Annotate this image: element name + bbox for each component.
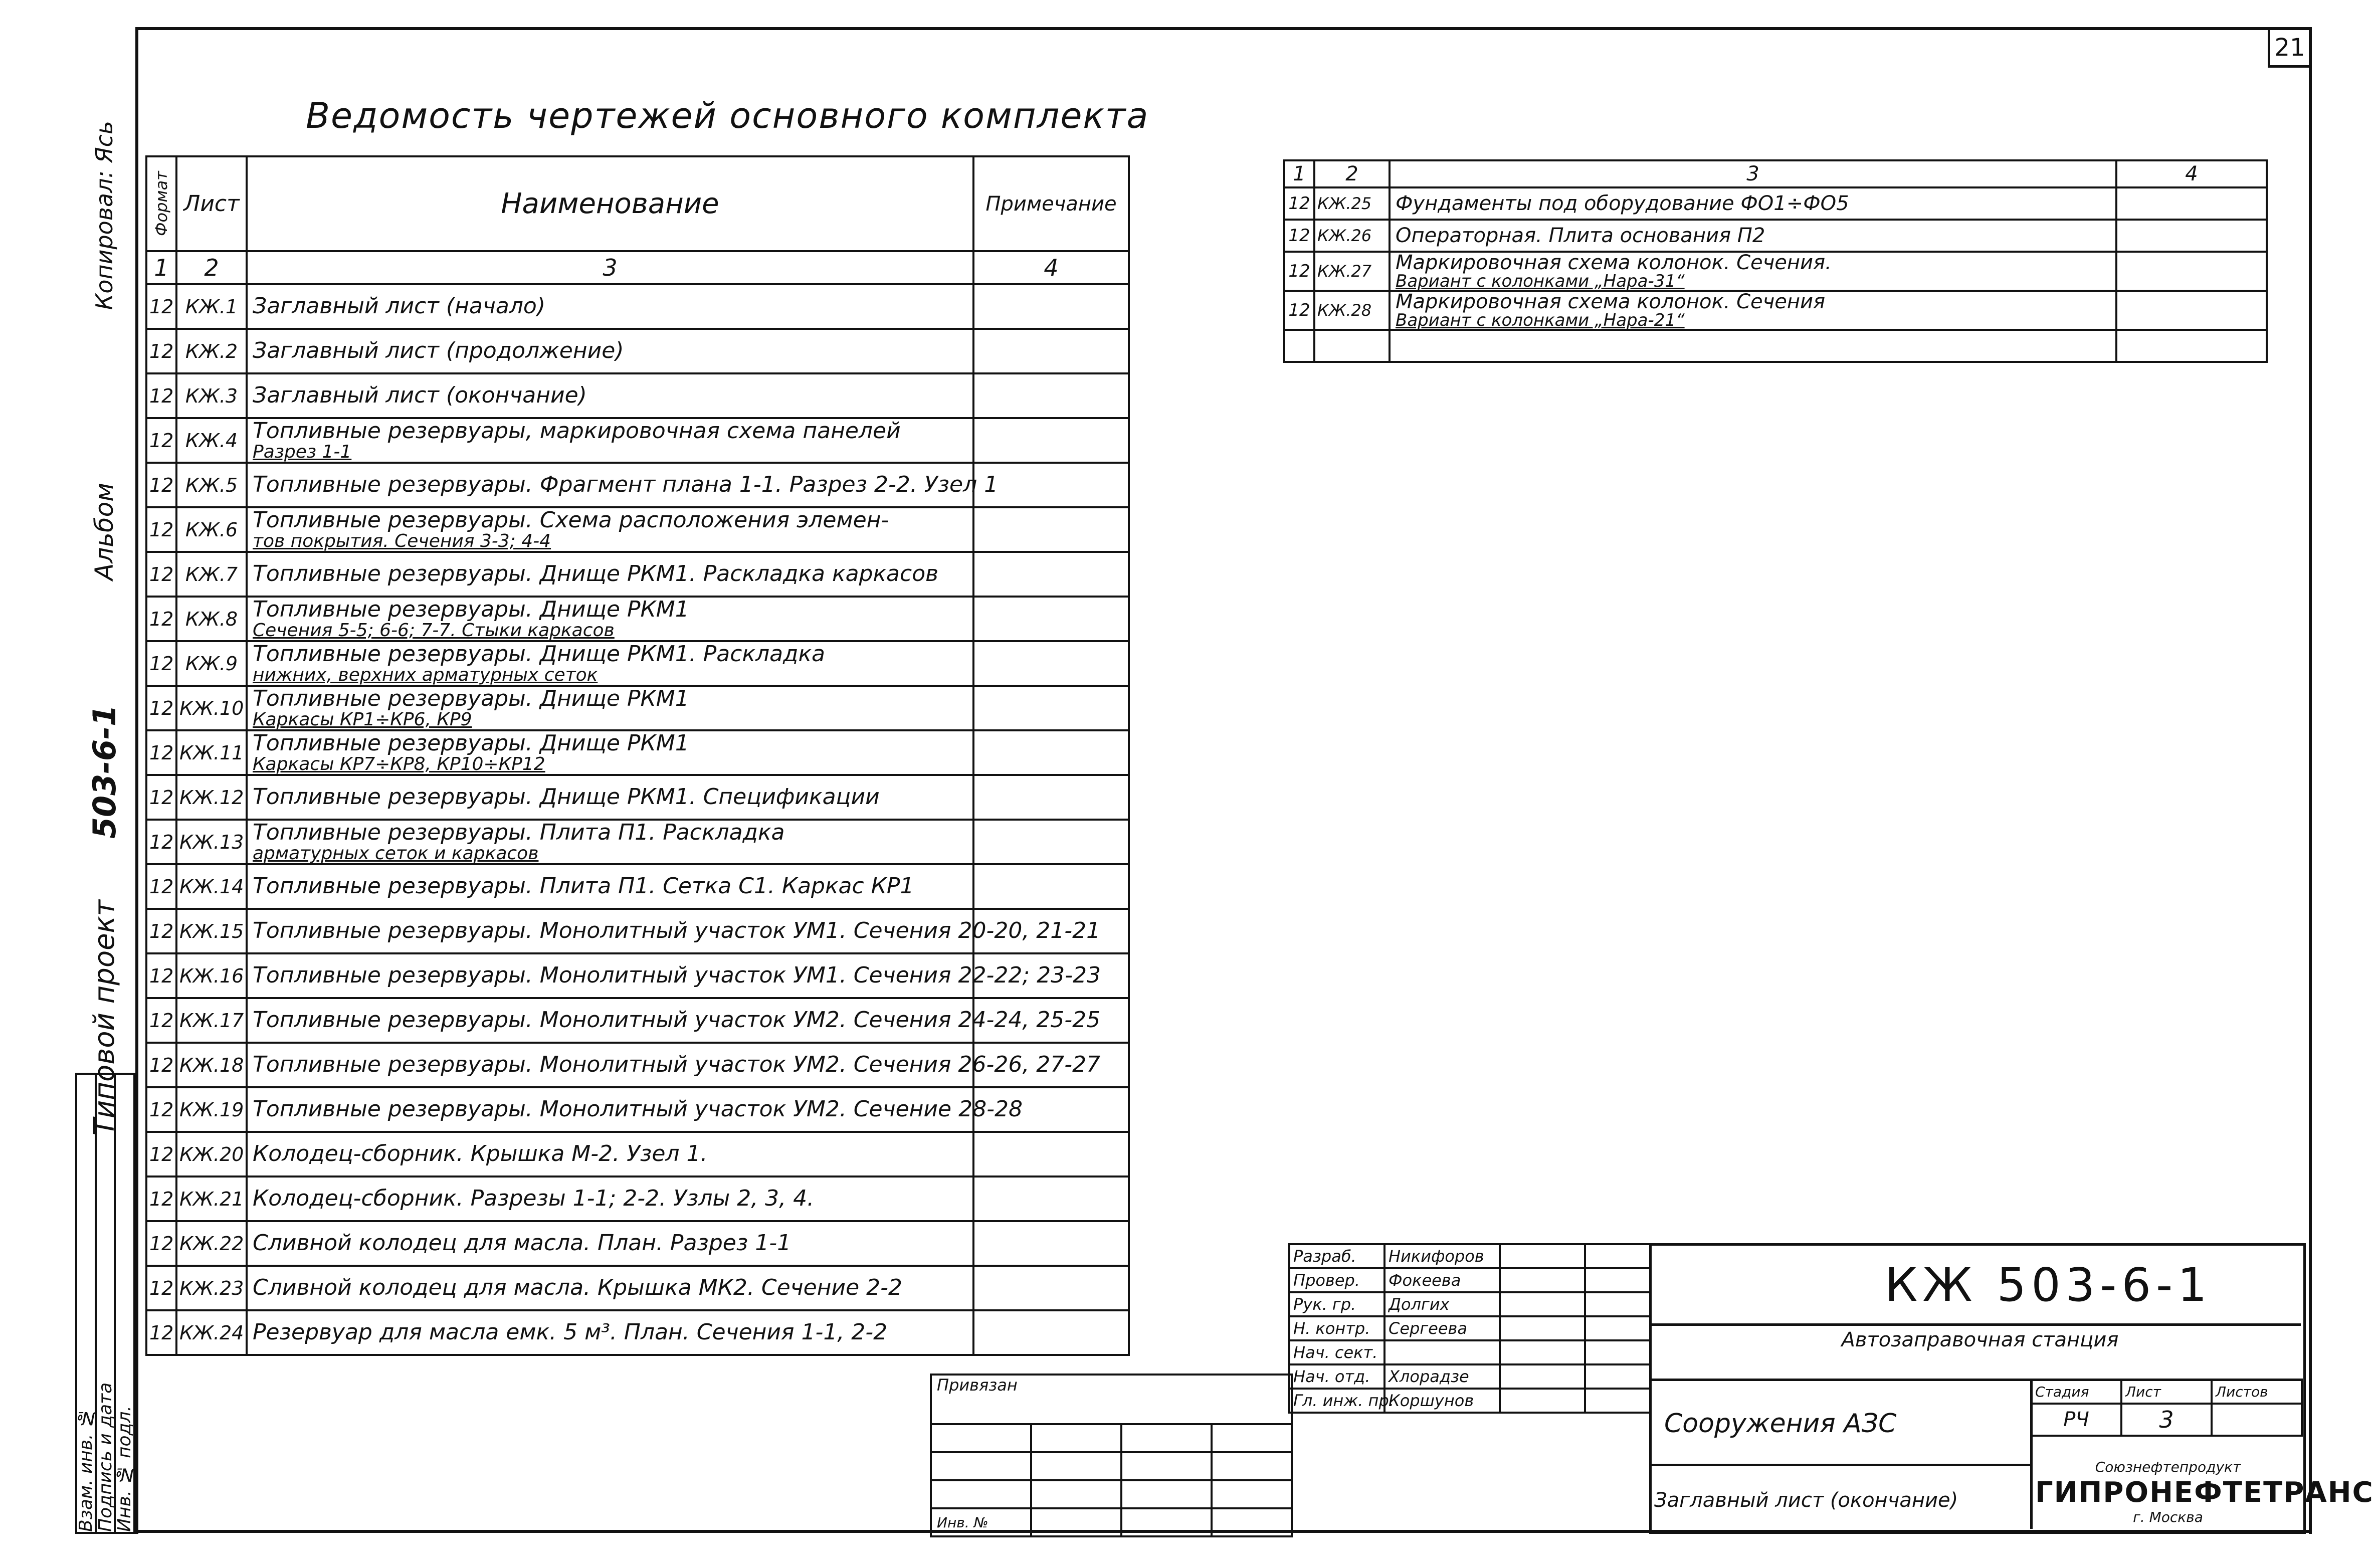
header-note: Примечание [973, 156, 1129, 251]
page-number: 21 [2268, 30, 2309, 68]
signature-role: Нач. сект. [1289, 1340, 1384, 1364]
row-note [2116, 291, 2267, 330]
signature-sign [1500, 1389, 1585, 1413]
row-format: 12 [146, 998, 176, 1043]
signature-row [1289, 1316, 1650, 1340]
table-row [146, 820, 1129, 864]
row-name-line2: Вариант с колонками „Нара-21“ [1396, 310, 1685, 330]
row-format: 12 [146, 953, 176, 998]
row-name [1390, 252, 2116, 291]
row-note [973, 820, 1129, 864]
table-row [146, 329, 1129, 373]
signature-date [1585, 1340, 1650, 1364]
signature-role: Разраб. [1289, 1244, 1384, 1268]
signature-name: Долгих [1384, 1292, 1500, 1316]
row-name [247, 1310, 973, 1355]
table-row [146, 641, 1129, 686]
row-sheet: КЖ.4 [176, 418, 247, 463]
row-name-line1: Топливные резервуары. Плита П1. Сетка С1. Каркас КР1 [253, 873, 914, 899]
table-row [146, 998, 1129, 1043]
row-name-line1: Маркировочная схема колонок. Сечения [1396, 290, 1826, 313]
row-name [247, 597, 973, 641]
signature-role: Н. контр. [1289, 1316, 1384, 1340]
row-format: 12 [146, 909, 176, 953]
row-name [247, 1221, 973, 1266]
row-name-line1: Топливные резервуары. Монолитный участок УМ2. Сечения 26-26, 27-27 [253, 1052, 1101, 1078]
row-format: 12 [146, 730, 176, 775]
table-row [146, 552, 1129, 597]
row-name-line2: Каркасы КР7÷КР8, КР10÷КР12 [253, 753, 545, 774]
row-name-line2: Вариант с колонками „Нара-31“ [1396, 271, 1685, 291]
row-name [247, 820, 973, 864]
signature-row [1289, 1292, 1650, 1316]
sheets-header: Листов [2212, 1380, 2302, 1404]
drawings-list-table [145, 155, 1130, 1356]
table-row [146, 1310, 1129, 1355]
table-row [146, 686, 1129, 730]
row-name-line2: Разрез 1-1 [253, 441, 352, 462]
row-sheet: КЖ.28 [1314, 291, 1390, 330]
table-row [1284, 291, 2267, 330]
colnum-3: 3 [247, 251, 973, 284]
signature-role: Гл. инж. пр. [1289, 1389, 1384, 1413]
row-sheet: КЖ.23 [176, 1266, 247, 1310]
signature-name: Никифоров [1384, 1244, 1500, 1268]
row-name [247, 864, 973, 909]
row-sheet: КЖ.19 [176, 1087, 247, 1132]
row-name [247, 507, 973, 552]
row-format: 12 [146, 373, 176, 418]
row-name-line1: Топливные резервуары. Днище РКМ1. Раскладка [253, 641, 826, 667]
row-name [247, 641, 973, 686]
table-row [146, 373, 1129, 418]
sheet-value: 3 [2121, 1404, 2212, 1436]
row-name-line1: Маркировочная схема колонок. Сечения. [1396, 251, 1832, 274]
signature-date [1585, 1268, 1650, 1292]
row-format: 12 [1284, 187, 1314, 220]
row-name [247, 775, 973, 820]
row-name [247, 1087, 1023, 1132]
signature-date [1585, 1364, 1650, 1389]
row-format: 12 [146, 820, 176, 864]
row-sheet: КЖ.1 [176, 284, 247, 329]
signature-sign [1500, 1244, 1585, 1268]
side-album: Альбом [90, 482, 119, 580]
row-sheet: КЖ.14 [176, 864, 247, 909]
binding-label: Привязан [931, 1375, 1292, 1424]
organization-line: Союзнефтепродукт [2095, 1459, 2241, 1475]
row-name [247, 418, 973, 463]
row-name [1390, 220, 2116, 252]
row-name-line1: Сливной колодец для масла. Крышка МК2. Сечение 2-2 [253, 1275, 903, 1301]
table-row [146, 463, 1129, 507]
row-name-line1: Топливные резервуары. Днище РКМ1. Раскладка каркасов [253, 561, 939, 587]
row-format: 12 [146, 1043, 176, 1087]
signature-row [1289, 1268, 1650, 1292]
signature-sign [1500, 1340, 1585, 1364]
row-note [973, 373, 1129, 418]
row-sheet: КЖ.6 [176, 507, 247, 552]
side-cell-inv: Взам. инв. № [76, 1074, 96, 1533]
stage-header: Стадия [2031, 1380, 2121, 1404]
row-note [973, 1310, 1129, 1355]
row-name-line2: арматурных сеток и каркасов [253, 843, 539, 864]
row-sheet: КЖ.13 [176, 820, 247, 864]
row-note [2116, 187, 2267, 220]
signature-sign [1500, 1316, 1585, 1340]
row-name-line1: Топливные резервуары. Монолитный участок УМ1. Сечения 22-22; 23-23 [253, 962, 1101, 989]
row-name [247, 284, 973, 329]
row-sheet: КЖ.24 [176, 1310, 247, 1355]
drawings-list-table-continued [1283, 159, 2268, 363]
row-sheet: КЖ.18 [176, 1043, 247, 1087]
table-row [146, 1043, 1129, 1087]
colnum-4: 4 [2116, 160, 2267, 187]
row-note [973, 418, 1129, 463]
table-row [146, 1221, 1129, 1266]
signature-name: Коршунов [1384, 1389, 1500, 1413]
row-format: 12 [1284, 220, 1314, 252]
row-name [247, 373, 973, 418]
row-format: 12 [146, 1310, 176, 1355]
row-note [973, 864, 1129, 909]
table-row [146, 597, 1129, 641]
row-sheet: КЖ.12 [176, 775, 247, 820]
table-row [146, 418, 1129, 463]
row-note [973, 284, 1129, 329]
row-note [2116, 252, 2267, 291]
signature-date [1585, 1389, 1650, 1413]
organization-city: г. Москва [2133, 1509, 2203, 1525]
row-format: 12 [146, 641, 176, 686]
sheet-title: Заглавный лист (окончание) [1654, 1489, 1958, 1512]
side-cell-inv-orig: Инв. № подл. [115, 1074, 134, 1533]
binding-block [930, 1374, 1293, 1537]
row-note [973, 1132, 1129, 1177]
signature-row [1289, 1389, 1650, 1413]
signatures-table [1288, 1243, 1651, 1414]
row-name-line1: Топливные резервуары. Днище РКМ1 [253, 685, 689, 711]
table-row [1284, 187, 2267, 220]
table-row [146, 953, 1129, 998]
row-format: 12 [146, 1132, 176, 1177]
row-sheet: КЖ.27 [1314, 252, 1390, 291]
table-row-empty [1284, 330, 2267, 362]
row-name [247, 1177, 973, 1221]
table-row [146, 507, 1129, 552]
row-name-line1: Топливные резервуары, маркировочная схема панелей [253, 418, 901, 444]
row-format: 12 [146, 552, 176, 597]
signature-name [1384, 1340, 1500, 1364]
row-note [973, 1177, 1129, 1221]
row-sheet: КЖ.5 [176, 463, 247, 507]
row-name-line1: Заглавный лист (окончание) [253, 382, 587, 409]
page-title: Ведомость чертежей основного комплекта [306, 95, 1149, 136]
row-note [973, 1221, 1129, 1266]
row-format: 12 [146, 1087, 176, 1132]
signature-name: Фокеева [1384, 1268, 1500, 1292]
row-format: 12 [146, 507, 176, 552]
signature-role: Рук. гр. [1289, 1292, 1384, 1316]
table-row [146, 1266, 1129, 1310]
row-name-line1: Резервуар для масла емк. 5 м³. План. Сечения 1-1, 2-2 [253, 1319, 888, 1345]
row-note [973, 597, 1129, 641]
row-name-line2: Каркасы КР1÷КР6, КР9 [253, 709, 472, 730]
organization-name: ГИПРОНЕФТЕТРАНС [2035, 1476, 2374, 1509]
row-name-line2: тов покрытия. Сечения 3-3; 4-4 [253, 530, 551, 551]
signature-role: Нач. отд. [1289, 1364, 1384, 1389]
table-row [146, 775, 1129, 820]
row-name [247, 329, 973, 373]
row-name-line1: Фундаменты под оборудование ФО1÷ФО5 [1396, 192, 1849, 215]
row-name [247, 1043, 1101, 1087]
row-sheet: КЖ.7 [176, 552, 247, 597]
row-note [2116, 220, 2267, 252]
signature-date [1585, 1244, 1650, 1268]
row-name-line1: Заглавный лист (начало) [253, 293, 545, 319]
row-name-line1: Топливные резервуары. Схема расположения элемен- [253, 507, 889, 533]
row-format: 12 [146, 1221, 176, 1266]
signature-name: Хлорадзе [1384, 1364, 1500, 1389]
title-divider-1 [1649, 1323, 2301, 1326]
signature-row [1289, 1364, 1650, 1389]
row-format: 12 [1284, 291, 1314, 330]
row-format: 12 [146, 686, 176, 730]
table-row [146, 909, 1129, 953]
row-name-line1: Топливные резервуары. Монолитный участок УМ2. Сечение 28-28 [253, 1096, 1023, 1122]
row-note [973, 730, 1129, 775]
row-name [247, 552, 973, 597]
colnum-1: 1 [1284, 160, 1314, 187]
table-row [146, 730, 1129, 775]
signature-sign [1500, 1268, 1585, 1292]
row-format: 12 [146, 775, 176, 820]
sheet-header: Лист [2121, 1380, 2212, 1404]
row-note [973, 686, 1129, 730]
row-name-line1: Топливные резервуары. Плита П1. Раскладка [253, 819, 785, 845]
table-row [146, 864, 1129, 909]
row-format: 12 [146, 864, 176, 909]
row-name [1390, 291, 2116, 330]
signature-date [1585, 1316, 1650, 1340]
table-row [146, 1177, 1129, 1221]
row-sheet: КЖ.10 [176, 686, 247, 730]
row-note [973, 329, 1129, 373]
stage-table [2030, 1379, 2303, 1437]
stage-value: РЧ [2031, 1404, 2121, 1436]
table-row [146, 1087, 1129, 1132]
row-name-line1: Топливные резервуары. Монолитный участок УМ2. Сечения 24-24, 25-25 [253, 1007, 1101, 1033]
header-name: Наименование [247, 156, 973, 251]
side-stamp [75, 1073, 135, 1534]
row-name-line1: Заглавный лист (продолжение) [253, 338, 624, 364]
table-row [146, 1132, 1129, 1177]
row-name [247, 1266, 973, 1310]
row-note [973, 552, 1129, 597]
colnum-1: 1 [146, 251, 176, 284]
row-format: 12 [146, 1266, 176, 1310]
row-format: 12 [146, 329, 176, 373]
row-format: 12 [146, 463, 176, 507]
row-sheet: КЖ.8 [176, 597, 247, 641]
row-note [973, 641, 1129, 686]
colnum-4: 4 [973, 251, 1129, 284]
row-sheet: КЖ.16 [176, 953, 247, 998]
row-name-line1: Сливной колодец для масла. План. Разрез 1-1 [253, 1230, 792, 1256]
side-copied: Копировал: Ясь [91, 121, 118, 310]
colnum-2: 2 [176, 251, 247, 284]
row-note [973, 1266, 1129, 1310]
row-format: 12 [146, 284, 176, 329]
document-code: КЖ 503-6-1 [1885, 1258, 2212, 1312]
row-name-line1: Топливные резервуары. Фрагмент плана 1-1. Разрез 2-2. Узел 1 [253, 472, 999, 498]
signature-sign [1500, 1364, 1585, 1389]
row-name [247, 730, 973, 775]
table-row [146, 284, 1129, 329]
signature-name: Сергеева [1384, 1316, 1500, 1340]
row-format: 12 [146, 597, 176, 641]
row-note [973, 507, 1129, 552]
project-name: Автозаправочная станция [1841, 1328, 2119, 1351]
row-name [247, 1132, 973, 1177]
row-name-line2: Сечения 5-5; 6-6; 7-7. Стыки каркасов [253, 620, 615, 641]
row-sheet: КЖ.2 [176, 329, 247, 373]
row-name-line1: Топливные резервуары. Монолитный участок УМ1. Сечения 20-20, 21-21 [253, 918, 1101, 944]
row-name [247, 998, 1101, 1043]
row-name [247, 463, 999, 507]
row-sheet: КЖ.15 [176, 909, 247, 953]
row-name-line2: нижних, верхних арматурных сеток [253, 664, 598, 685]
row-name [247, 686, 973, 730]
row-name-line1: Топливные резервуары. Днище РКМ1. Спецификации [253, 784, 880, 810]
row-sheet: КЖ.26 [1314, 220, 1390, 252]
row-name-line1: Топливные резервуары. Днище РКМ1 [253, 730, 689, 756]
row-name-line1: Топливные резервуары. Днище РКМ1 [253, 596, 689, 622]
header-sheet: Лист [176, 156, 247, 251]
row-note [973, 775, 1129, 820]
signature-date [1585, 1292, 1650, 1316]
table-row [1284, 252, 2267, 291]
row-format: 12 [1284, 252, 1314, 291]
side-project: Типовой проект [88, 899, 121, 1136]
signature-role: Провер. [1289, 1268, 1384, 1292]
header-format: Формат [146, 156, 176, 251]
inventory-label: Инв. № [931, 1508, 1031, 1536]
row-name-line1: Операторная. Плита основания П2 [1396, 224, 1765, 247]
row-format: 12 [146, 418, 176, 463]
row-sheet: КЖ.22 [176, 1221, 247, 1266]
row-name [1390, 187, 2116, 220]
row-sheet: КЖ.17 [176, 998, 247, 1043]
signature-row [1289, 1340, 1650, 1364]
colnum-3: 3 [1390, 160, 2116, 187]
row-format: 12 [146, 1177, 176, 1221]
signature-sign [1500, 1292, 1585, 1316]
colnum-2: 2 [1314, 160, 1390, 187]
row-sheet: КЖ.21 [176, 1177, 247, 1221]
row-sheet: КЖ.3 [176, 373, 247, 418]
row-name [247, 909, 1101, 953]
title-divider-3 [1649, 1464, 2030, 1466]
row-sheet: КЖ.20 [176, 1132, 247, 1177]
side-project-code: 503-6-1 [86, 705, 123, 839]
row-name-line1: Колодец-сборник. Крышка М-2. Узел 1. [253, 1141, 708, 1167]
row-name [247, 953, 1101, 998]
row-sheet: КЖ.9 [176, 641, 247, 686]
row-name-line1: Колодец-сборник. Разрезы 1-1; 2-2. Узлы 2, 3, 4. [253, 1186, 815, 1212]
structures-title: Сооружения АЗС [1664, 1409, 1897, 1439]
row-sheet: КЖ.11 [176, 730, 247, 775]
signature-row [1289, 1244, 1650, 1268]
side-cell-sign: Подпись и дата [96, 1074, 115, 1533]
row-sheet: КЖ.25 [1314, 187, 1390, 220]
table-row [1284, 220, 2267, 252]
